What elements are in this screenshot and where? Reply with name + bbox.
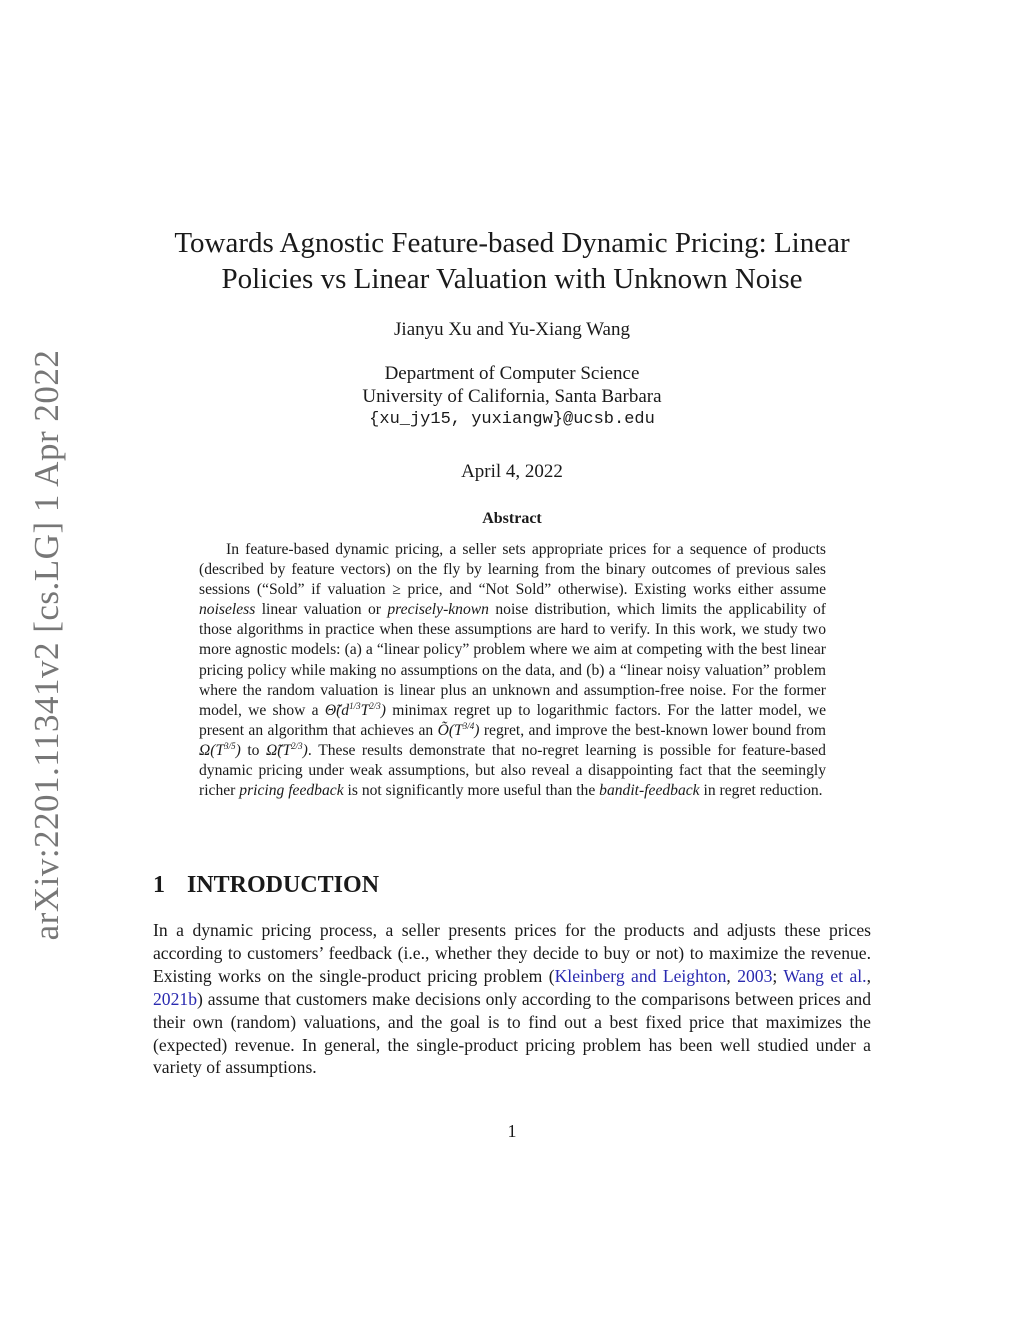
abstract-segment: linear valuation or — [255, 601, 388, 619]
math-exponent: 2/3 — [291, 740, 303, 751]
abstract-segment: to — [240, 741, 266, 759]
math-theta-regret — [325, 702, 386, 719]
math-part: Ω(T — [199, 741, 225, 759]
math-omega-new-bound — [266, 742, 308, 759]
title-line-1: Towards Agnostic Feature-based Dynamic Pricing: Linear — [174, 227, 850, 259]
title-line-2: Policies vs Linear Valuation with Unknown Noise — [221, 263, 803, 295]
abstract-segment: is not significantly more useful than the — [343, 782, 600, 800]
math-omega-old-bound — [199, 742, 241, 759]
university: University of California, Santa Barbara — [362, 386, 662, 407]
citation-link-wang-year[interactable]: 2021b — [153, 988, 197, 1009]
author-email: {xu_jy15, yuxiangw}@ucsb.edu — [369, 410, 655, 429]
citation-link-wang[interactable]: Wang et al. — [783, 965, 867, 986]
abstract-segment: regret, and improve the best-known lower bound from — [479, 721, 826, 739]
section-title: INTRODUCTION — [187, 872, 380, 898]
abstract-emphasis: pricing feedback — [239, 782, 344, 800]
citation-link-kleinberg[interactable]: Kleinberg and Leighton — [554, 965, 727, 986]
math-o-regret — [438, 722, 480, 739]
abstract-emphasis: noiseless — [199, 601, 256, 619]
math-part: Õ(T — [437, 721, 463, 739]
paper-title — [120, 225, 904, 297]
arxiv-sidebar-stamp — [22, 349, 72, 941]
intro-segment: ; — [772, 965, 784, 986]
intro-segment: , — [726, 965, 738, 986]
introduction-paragraph — [153, 919, 871, 1079]
math-exponent: 1/3 — [349, 700, 361, 711]
math-part: ) — [380, 701, 386, 719]
math-part: Θ̃(d — [324, 701, 350, 719]
math-part: T — [360, 701, 370, 719]
abstract-segment: noise distribution, which limits the applicability of those algorithms in practice when these assumptions are hard to verify. In this work, we study two more agnostic models: (a) a “linear policy” problem where we aim at competing with the best linear pricing policy while making no assumptions on the data, and (b) a “linear noisy valuation” problem where the random valuation is linear plus an unknown and assumption-free noise. For the former model, we show a — [199, 601, 826, 719]
affiliation-block — [0, 362, 1024, 431]
abstract-segment: in regret reduction. — [699, 782, 823, 800]
math-part: ) — [235, 741, 241, 759]
intro-segment: , — [866, 965, 871, 986]
math-exponent: 2/3 — [369, 700, 381, 711]
abstract-heading: Abstract — [482, 510, 542, 527]
math-part: Ω̃(T — [265, 741, 292, 759]
abstract-emphasis: bandit-feedback — [599, 782, 700, 800]
page-number: 1 — [507, 1121, 517, 1141]
abstract-emphasis: precisely-known — [387, 601, 489, 619]
department: Department of Computer Science — [384, 363, 640, 384]
intro-segment: In a dynamic pricing process, a seller presents prices for the products and adjusts these prices according to customers’ feedback (i.e., whether they decide to buy or not) to maximize the revenue. Existing works on the single-product pricing problem ( — [153, 920, 871, 986]
abstract-segment: . These results demonstrate that no-regret learning is possible for feature-based dynamic pricing under weak assumptions, but also reveal a disappointing fact that the seemingly richer — [199, 741, 826, 800]
section-heading-introduction — [153, 872, 379, 899]
intro-segment: ) assume that customers make decisions only according to the comparisons between prices and their own (random) valuations, and the goal is to find out a best fixed price that maximizes the (expected) revenue. In general, the single-product pricing problem has been well studied under a variety of assumptions. — [153, 988, 871, 1078]
publication-date: April 4, 2022 — [461, 461, 563, 482]
abstract-segment: minimax regret up to logarithmic factors. For the latter model, we present an algorithm that achieves an — [199, 701, 827, 739]
math-exponent: 3/4 — [462, 720, 475, 731]
author-list: Jianyu Xu and Yu-Xiang Wang — [394, 319, 630, 340]
math-part: ) — [302, 741, 308, 759]
section-number: 1 — [153, 872, 165, 898]
math-exponent: 3/5 — [224, 740, 236, 751]
arxiv-identifier: arXiv:2201.11341v2 [cs.LG] 1 Apr 2022 — [27, 349, 66, 941]
citation-link-kleinberg-year[interactable]: 2003 — [737, 965, 773, 986]
abstract-segment: In feature-based dynamic pricing, a seller sets appropriate prices for a sequence of products (described by feature vectors) on the fly by learning from the binary outcomes of previous sales sessions (“Sold” if valuation ≥ price, and “Not Sold” otherwise). Existing works either assume — [199, 541, 826, 599]
abstract-text — [199, 540, 826, 801]
math-part: ) — [474, 721, 480, 739]
